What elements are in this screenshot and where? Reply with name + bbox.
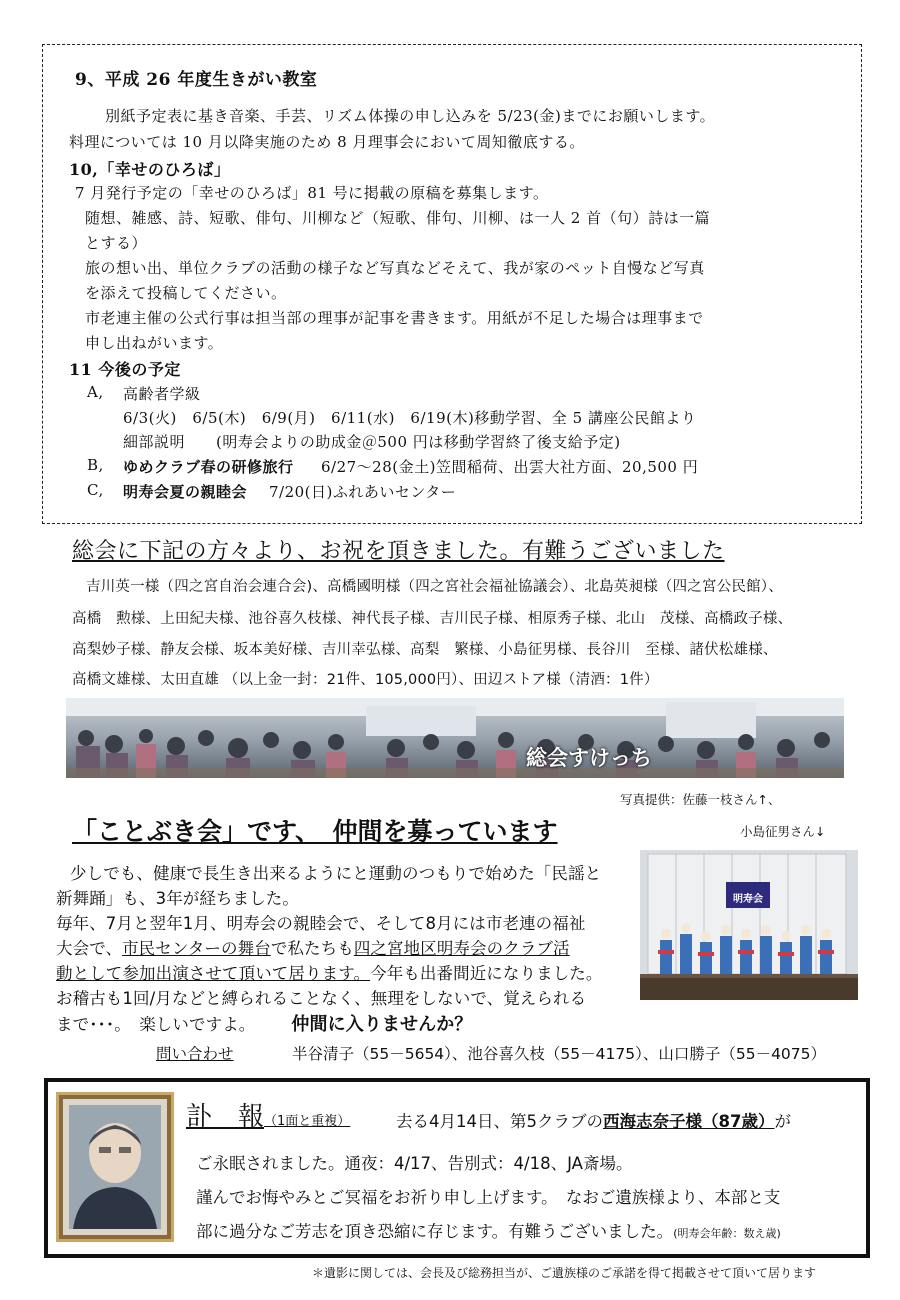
obituary-title: [186, 1096, 350, 1133]
section10-line1: 7 月発行予定の「幸せのひろば」81 号に掲載の原稿を募集します。: [75, 184, 549, 202]
obituary-text-2: ご永眠されました。通夜：4/17、告別式：4/18、JA斎場。: [196, 1154, 633, 1173]
congrats-heading: 総会に下記の方々より、お祝を頂きました。有難うございました: [72, 539, 725, 564]
obituary-title-text: 訃 報: [186, 1102, 265, 1132]
notice-box: [42, 44, 862, 524]
section11-a-label: A,: [87, 383, 104, 401]
section11-c-text: 7/20(日)ふれあいセンター: [269, 483, 457, 501]
kotobuki-p4-a: 大会で、: [56, 939, 123, 958]
kotobuki-p7: [56, 1010, 472, 1036]
kotobuki-p7-b: 仲間に入りませんか？: [291, 1014, 473, 1035]
kotobuki-p7-a: まで･･･。 楽しいですよ。: [56, 1015, 256, 1034]
section11-a-dates: 6/3(火) 6/5(木) 6/9(月) 6/11(水) 6/19(木)移動学習、全 5 講座公民館より: [123, 409, 697, 427]
kotobuki-p4-underline: 市民センターの舞台: [122, 939, 271, 958]
section10-line3: とする）: [85, 234, 148, 252]
section10-line2: 随想、雑感、詩、短歌、俳句、川柳など（短歌、俳句、川柳、は一人 2 首（句）詩は一篇: [85, 209, 711, 227]
obituary-t4: 部に過分なご芳志を頂き恐縮に存じます。有難うございました。: [196, 1222, 674, 1241]
obituary-footnote: ＊遺影に関しては、会長及び総務担当が、ご遺族様のご承諾を得て掲載させて頂いて居ります: [312, 1266, 817, 1280]
section11-b-text: 6/27～28(金土)笠間稲荷、出雲大社方面、20,500 円: [321, 458, 699, 476]
section9-line2: 料理については 10 月以降実施のため 8 月理事会において周知徹底する。: [69, 133, 585, 151]
kotobuki-p1: 少しでも、健康で長生き出来るようにと運動のつもりで始めた「民謡と: [70, 864, 602, 883]
congrats-line2: 高橋 勲様、上田紀夫様、池谷喜久枝様、神代長子様、吉川民子様、相原秀子様、北山 茂様、高橋政子様、: [72, 611, 793, 627]
stage-dance-photo-art: [640, 850, 858, 1000]
photo-credit-2: 小島征男さん↓: [740, 824, 826, 839]
general-meeting-photo: [66, 698, 844, 778]
kotobuki-p5-b: 今年も出番間近になりました。: [370, 964, 603, 983]
section10-line6: 市老連主催の公式行事は担当部の理事が記事を書きます。用紙が不足した場合は理事まで: [85, 309, 704, 327]
general-meeting-photo-art: [66, 698, 844, 778]
contact-text: 半谷清子（55－5654）、池谷喜久枝（55－4175）、山口勝子（55－4075）: [292, 1045, 827, 1063]
congrats-line1: 吉川英一様（四之宮自治会連合会)、高橋國明様（四之宮社会福祉協議会）、北島英昶様（四之宮公民館）、: [86, 579, 783, 595]
kotobuki-p2: 新舞踊」も、3年が経ちました。: [56, 889, 299, 908]
kotobuki-heading: 「ことぶき会」です、 仲間を募っています: [72, 817, 558, 846]
kotobuki-p4-underline-2: 四之宮地区明寿会のクラブ活: [353, 939, 570, 958]
section11-c-label: C,: [87, 481, 104, 499]
section11-title: 11 今後の予定: [69, 360, 181, 379]
kotobuki-p4-b: で私たちも: [270, 939, 354, 958]
contact-label: 問い合わせ: [156, 1045, 234, 1063]
section9-title: 9、平成 26 年度生きがい教室: [75, 70, 318, 90]
portrait-art: [59, 1095, 171, 1239]
obituary-text-3: 謹んでお悔やみとご冥福をお祈り申し上げます。 なおご遺族様より、本部と支: [196, 1188, 781, 1207]
section11-b-title: ゆめクラブ春の研修旅行: [123, 458, 294, 476]
section10-line7: 申し出ねがいます。: [85, 334, 224, 352]
section11-b-label: B,: [87, 456, 104, 474]
obituary-t1-a: 去る4月14日、第5クラブの: [396, 1112, 603, 1131]
stage-dance-photo: [640, 850, 858, 1000]
portrait-frame: [56, 1092, 174, 1242]
section11-a-title: 高齢者学級: [123, 385, 201, 403]
congrats-line4: 高橋文雄様、太田直雄 （以上金一封：21件、105,000円）、田辺ストア様（清酒：1件）: [72, 672, 659, 688]
kotobuki-p6: お稽古も1回/月などと縛られることなく、無理をしないで、覚えられる: [56, 989, 587, 1008]
section10-title: 10,「幸せのひろば」: [69, 160, 231, 179]
section11-c-title: 明寿会夏の親睦会: [123, 483, 248, 501]
photo-credit-1: 写真提供：佐藤一枝さん↑、: [620, 792, 781, 807]
stage-sign-text: 明寿会: [733, 894, 763, 905]
obituary-text-1: [396, 1108, 791, 1132]
section10-line5: を添えて投稿してください。: [85, 284, 287, 302]
kotobuki-p3: 毎年、7月と翌年1月、明寿会の親睦会で、そして8月には市老連の福祉: [56, 914, 586, 933]
kotobuki-p4: [56, 935, 570, 959]
photo-overlay-text: 総会すけっち: [526, 746, 652, 770]
obituary-t4-note: (明寿会年齢：数え歳): [673, 1227, 781, 1240]
obituary-box: [44, 1078, 870, 1258]
obituary-t1-b: が: [774, 1112, 791, 1131]
obituary-title-note: （1面と重複）: [264, 1114, 351, 1129]
kotobuki-p5-underline: 動として参加出演させて頂いて居ります。: [56, 964, 371, 983]
section11-a-detail: 細部説明 (明寿会よりの助成金＠500 円は移動学習終了後支給予定): [123, 433, 621, 451]
congrats-line3: 高梨妙子様、静友会様、坂本美好様、吉川幸弘様、高梨 繁様、小島征男様、長谷川 至様、諸伏松雄様、: [72, 642, 778, 658]
kotobuki-p5: [56, 960, 603, 984]
deceased-name: 西海志奈子様（87歳）: [603, 1112, 775, 1131]
section9-line1: 別紙予定表に基き音楽、手芸、リズム体操の申し込みを 5/23(金)までにお願いします。: [105, 107, 716, 125]
obituary-text-4: [196, 1218, 781, 1242]
section10-line4: 旅の想い出、単位クラブの活動の様子など写真などそえて、我が家のペット自慢など写真: [85, 259, 705, 277]
